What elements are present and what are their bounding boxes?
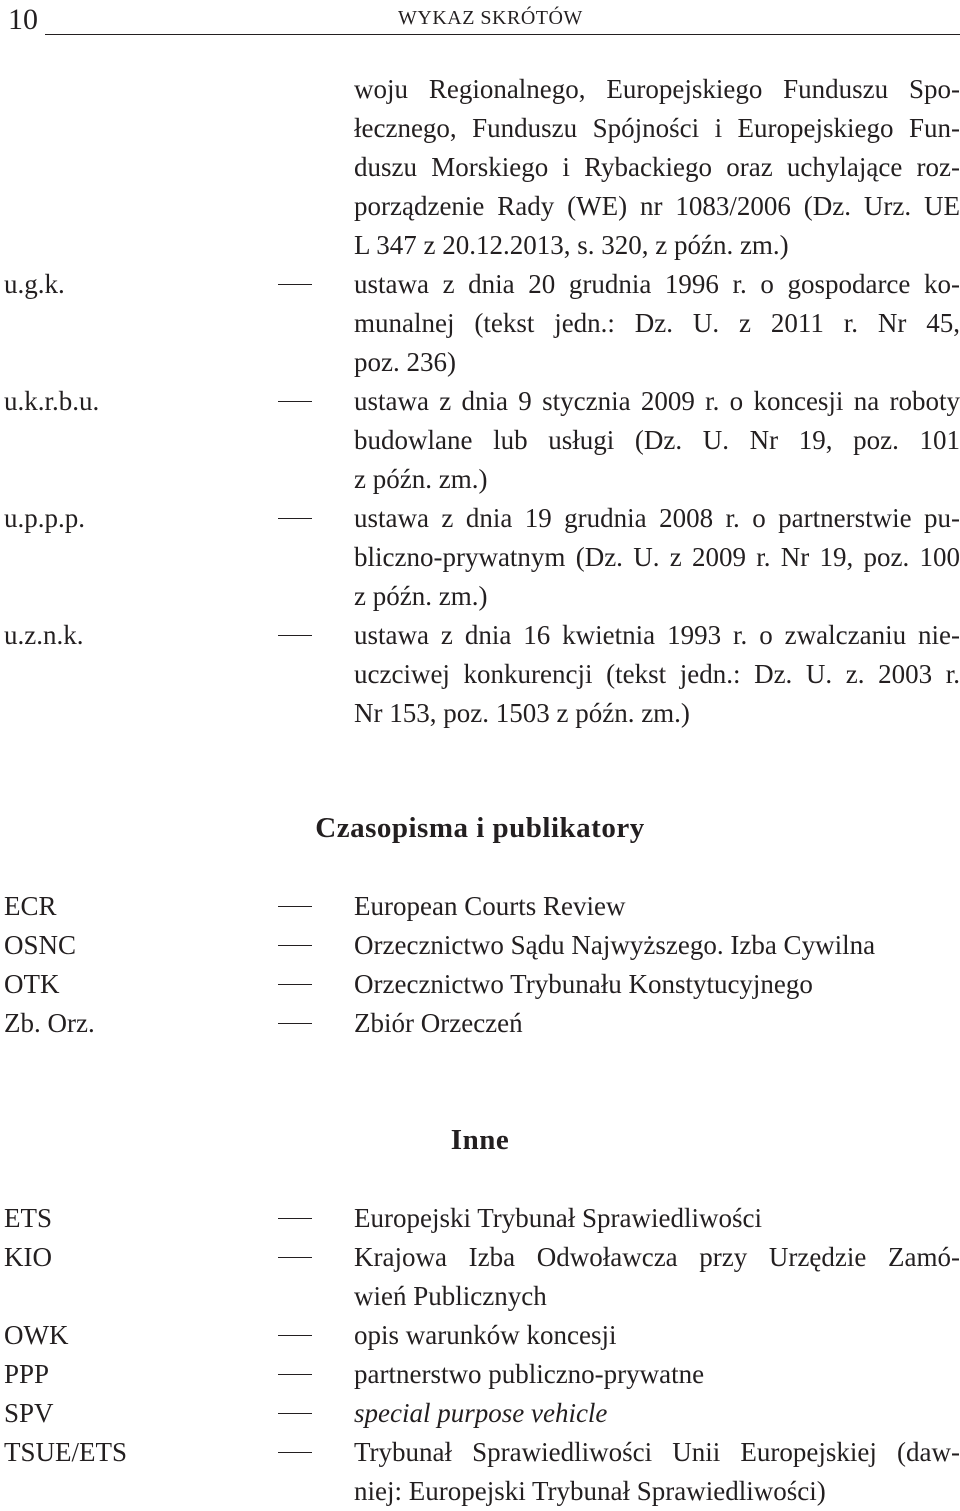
entry-abbreviation: u.k.r.b.u. (4, 386, 100, 416)
entry-dash (278, 984, 312, 985)
text-line: budowlane lub usługi (Dz. U. Nr 19, poz. 101 (354, 425, 960, 455)
text-line: woju Regionalnego, Europejskiego Funduszu Spo- (354, 74, 960, 104)
text-line: ustawa z dnia 19 grudnia 2008 r. o partnerstwie pu- (354, 503, 960, 533)
entry-explanation (354, 1004, 960, 1043)
entry-dash (278, 518, 312, 519)
entry-dash (278, 1335, 312, 1336)
text-line: Orzecznictwo Trybunału Konstytucyjnego (354, 969, 813, 999)
entry-explanation (354, 1394, 960, 1433)
entry-abbreviation: OSNC (4, 930, 77, 960)
entry-abbreviation: OTK (4, 969, 60, 999)
entry-dash (278, 635, 312, 636)
entry-abbreviation: ETS (4, 1203, 53, 1233)
entry-abbreviation: ECR (4, 891, 57, 921)
entry-abbreviation: u.p.p.p. (4, 503, 85, 533)
text-line: poz. 236) (354, 347, 456, 377)
text-line: uczciwej konkurencji (tekst jedn.: Dz. U. z. 2003 r. (354, 659, 960, 689)
entry-explanation (354, 1316, 960, 1355)
text-line: Orzecznictwo Sądu Najwyższego. Izba Cywilna (354, 930, 876, 960)
entry-abbreviation: TSUE/ETS (4, 1437, 128, 1467)
entry-dash (278, 906, 312, 907)
entry-explanation (354, 965, 960, 1004)
entry-abbreviation: KIO (4, 1242, 52, 1272)
text-line: niej: Europejski Trybunał Sprawiedliwości) (354, 1476, 826, 1506)
text-line: z późn. zm.) (354, 581, 488, 611)
text-line: wień Publicznych (354, 1281, 547, 1311)
entry-explanation (354, 1433, 960, 1511)
header-rule (45, 34, 960, 35)
text-line: Nr 153, poz. 1503 z późn. zm.) (354, 698, 690, 728)
text-line: bliczno-prywatnym (Dz. U. z 2009 r. Nr 19, poz. 100 (354, 542, 960, 572)
section-heading-journals: Czasopisma i publikatory (315, 812, 645, 844)
text-line: duszu Morskiego i Rybackiego oraz uchylające roz- (354, 152, 960, 182)
entry-dash (278, 284, 312, 285)
running-head: WYKAZ SKRÓTÓW (398, 7, 583, 29)
entry-dash (278, 945, 312, 946)
entry-explanation (354, 1199, 960, 1238)
text-line: munalnej (tekst jedn.: Dz. U. z 2011 r. Nr 45, (354, 308, 960, 338)
entry-explanation (354, 887, 960, 926)
entry-abbreviation: SPV (4, 1398, 54, 1428)
text-line: opis warunków koncesji (354, 1320, 617, 1350)
entry-abbreviation: u.g.k. (4, 269, 65, 299)
entry-explanation (354, 265, 960, 382)
text-line: Krajowa Izba Odwoławcza przy Urzędzie Zamó- (354, 1242, 960, 1272)
text-line: special purpose vehicle (354, 1398, 608, 1428)
entry-explanation (354, 70, 960, 265)
text-line: L 347 z 20.12.2013, s. 320, z późn. zm.) (354, 230, 789, 260)
entry-abbreviation: PPP (4, 1359, 50, 1389)
entry-dash (278, 1413, 312, 1414)
entry-dash (278, 401, 312, 402)
entry-explanation (354, 616, 960, 733)
text-line: partnerstwo publiczno-prywatne (354, 1359, 705, 1389)
text-line: ustawa z dnia 20 grudnia 1996 r. o gospodarce ko- (354, 269, 960, 299)
entry-dash (278, 1023, 312, 1024)
section-heading-other: Inne (450, 1124, 510, 1156)
entry-dash (278, 1452, 312, 1453)
page-number: 10 (8, 3, 38, 36)
entry-explanation (354, 926, 960, 965)
entry-dash (278, 1218, 312, 1219)
text-line: European Courts Review (354, 891, 626, 921)
entry-explanation (354, 382, 960, 499)
entry-abbreviation: u.z.n.k. (4, 620, 84, 650)
entry-abbreviation: Zb. Orz. (4, 1008, 95, 1038)
text-line: ustawa z dnia 16 kwietnia 1993 r. o zwalczaniu nie- (354, 620, 960, 650)
entry-explanation (354, 1355, 960, 1394)
text-line: Europejski Trybunał Sprawiedliwości (354, 1203, 762, 1233)
entry-dash (278, 1257, 312, 1258)
entry-explanation (354, 1238, 960, 1316)
text-line: z późn. zm.) (354, 464, 488, 494)
entry-explanation (354, 499, 960, 616)
text-line: Trybunał Sprawiedliwości Unii Europejskiej (daw- (354, 1437, 960, 1467)
text-line: Zbiór Orzeczeń (354, 1008, 523, 1038)
text-line: ustawa z dnia 9 stycznia 2009 r. o koncesji na roboty (354, 386, 960, 416)
text-line: łecznego, Funduszu Spójności i Europejskiego Fun- (354, 113, 960, 143)
text-line: porządzenie Rady (WE) nr 1083/2006 (Dz. Urz. UE (354, 191, 960, 221)
entry-dash (278, 1374, 312, 1375)
entry-abbreviation: OWK (4, 1320, 69, 1350)
